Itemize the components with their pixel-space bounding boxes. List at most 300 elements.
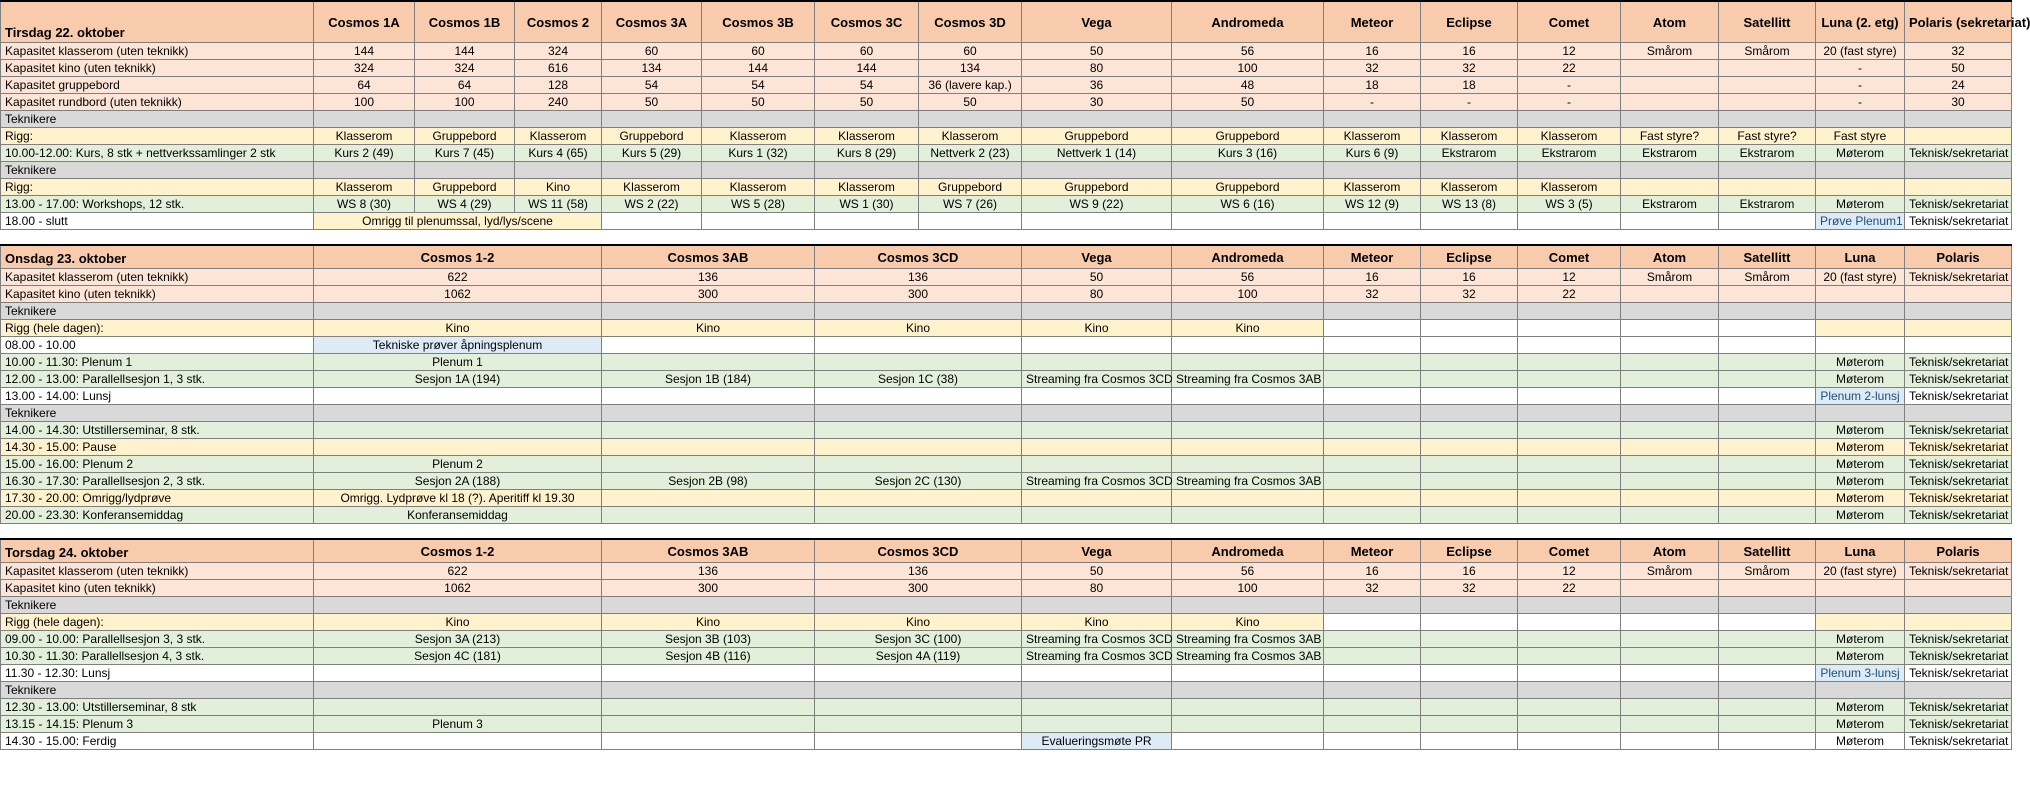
sheet-cell[interactable] [815, 111, 919, 128]
sheet-cell[interactable]: 18 [1324, 77, 1421, 94]
sheet-cell[interactable]: 80 [1022, 286, 1172, 303]
sheet-cell[interactable]: Gruppebord [415, 128, 515, 145]
sheet-cell[interactable]: 616 [515, 60, 602, 77]
sheet-cell[interactable] [1518, 716, 1621, 733]
room-header[interactable]: Atom [1621, 1, 1719, 43]
sheet-cell[interactable]: 50 [1172, 94, 1324, 111]
sheet-cell[interactable]: Sesjon 1C (38) [815, 371, 1022, 388]
sheet-cell[interactable] [602, 699, 815, 716]
sheet-cell[interactable] [1621, 631, 1719, 648]
sheet-cell[interactable] [1022, 303, 1172, 320]
row-label[interactable]: Rigg: [1, 128, 314, 145]
sheet-cell[interactable]: 18 [1421, 77, 1518, 94]
sheet-cell[interactable] [602, 682, 815, 699]
room-header[interactable]: Satellitt [1719, 245, 1816, 269]
sheet-cell[interactable]: Kurs 5 (29) [602, 145, 702, 162]
row-label[interactable]: Rigg (hele dagen): [1, 614, 314, 631]
empty-cell[interactable] [602, 524, 702, 540]
sheet-cell[interactable]: 136 [815, 269, 1022, 286]
sheet-cell[interactable]: Streaming fra Cosmos 3AB [1172, 371, 1324, 388]
sheet-cell[interactable] [1421, 665, 1518, 682]
sheet-cell[interactable] [1324, 422, 1421, 439]
sheet-cell[interactable] [1719, 699, 1816, 716]
sheet-cell[interactable] [1719, 597, 1816, 614]
sheet-cell[interactable] [1719, 60, 1816, 77]
empty-cell[interactable] [515, 524, 602, 540]
sheet-cell[interactable] [1324, 716, 1421, 733]
sheet-cell[interactable] [1421, 733, 1518, 750]
empty-cell[interactable] [815, 524, 919, 540]
sheet-cell[interactable] [1518, 614, 1621, 631]
sheet-cell[interactable] [602, 405, 815, 422]
sheet-cell[interactable] [1518, 699, 1621, 716]
sheet-cell[interactable] [1719, 682, 1816, 699]
sheet-cell[interactable] [1816, 320, 1905, 337]
room-header[interactable]: Luna (2. etg) [1816, 1, 1905, 43]
sheet-cell[interactable] [1324, 111, 1421, 128]
sheet-cell[interactable] [1324, 490, 1421, 507]
sheet-cell[interactable]: Teknisk/sekretariat [1905, 196, 2012, 213]
sheet-cell[interactable] [314, 439, 602, 456]
sheet-cell[interactable] [1905, 111, 2012, 128]
room-header[interactable]: Meteor [1324, 539, 1421, 563]
sheet-cell[interactable] [1421, 507, 1518, 524]
sheet-cell[interactable]: 136 [602, 269, 815, 286]
sheet-cell[interactable]: Smårom [1621, 563, 1719, 580]
sheet-cell[interactable] [1518, 473, 1621, 490]
sheet-cell[interactable] [1324, 162, 1421, 179]
sheet-cell[interactable] [1324, 507, 1421, 524]
sheet-cell[interactable]: 100 [1172, 580, 1324, 597]
sheet-cell[interactable]: 622 [314, 563, 602, 580]
row-label[interactable]: 13.00 - 14.00: Lunsj [1, 388, 314, 405]
sheet-cell[interactable] [1172, 456, 1324, 473]
sheet-cell[interactable]: Tekniske prøver åpningsplenum [314, 337, 602, 354]
sheet-cell[interactable] [1905, 128, 2012, 145]
sheet-cell[interactable] [1719, 733, 1816, 750]
sheet-cell[interactable] [1621, 162, 1719, 179]
sheet-cell[interactable] [1719, 179, 1816, 196]
sheet-cell[interactable] [1816, 580, 1905, 597]
sheet-cell[interactable]: 56 [1172, 43, 1324, 60]
sheet-cell[interactable]: Teknisk/sekretariat [1905, 439, 2012, 456]
sheet-cell[interactable]: Sesjon 1B (184) [602, 371, 815, 388]
sheet-cell[interactable] [1719, 94, 1816, 111]
sheet-cell[interactable] [1518, 507, 1621, 524]
sheet-cell[interactable] [1518, 388, 1621, 405]
sheet-cell[interactable] [602, 337, 815, 354]
sheet-cell[interactable]: 50 [1905, 60, 2012, 77]
sheet-cell[interactable] [1022, 337, 1172, 354]
sheet-cell[interactable] [1621, 699, 1719, 716]
sheet-cell[interactable]: 128 [515, 77, 602, 94]
row-label[interactable]: 14.00 - 14.30: Utstillerseminar, 8 stk. [1, 422, 314, 439]
row-label[interactable]: 18.00 - slutt [1, 213, 314, 230]
sheet-cell[interactable] [1816, 337, 1905, 354]
sheet-cell[interactable] [1719, 473, 1816, 490]
sheet-cell[interactable] [1719, 354, 1816, 371]
room-header[interactable]: Satellitt [1719, 1, 1816, 43]
sheet-cell[interactable] [1324, 648, 1421, 665]
sheet-cell[interactable] [1905, 597, 2012, 614]
sheet-cell[interactable]: Teknisk/sekretariat [1905, 354, 2012, 371]
sheet-cell[interactable] [815, 597, 1022, 614]
sheet-cell[interactable]: Ekstrarom [1421, 145, 1518, 162]
room-header[interactable]: Cosmos 1-2 [314, 539, 602, 563]
sheet-cell[interactable]: - [1816, 60, 1905, 77]
sheet-cell[interactable]: Streaming fra Cosmos 3CD [1022, 473, 1172, 490]
room-header[interactable]: Comet [1518, 539, 1621, 563]
sheet-cell[interactable]: Gruppebord [1172, 179, 1324, 196]
sheet-cell[interactable]: Teknisk/sekretariat [1905, 733, 2012, 750]
empty-cell[interactable] [415, 230, 515, 246]
sheet-cell[interactable] [1421, 648, 1518, 665]
sheet-cell[interactable] [1621, 371, 1719, 388]
sheet-cell[interactable] [1621, 422, 1719, 439]
sheet-cell[interactable]: 22 [1518, 60, 1621, 77]
sheet-cell[interactable] [1172, 162, 1324, 179]
sheet-cell[interactable]: 16 [1324, 563, 1421, 580]
sheet-cell[interactable]: Kurs 8 (29) [815, 145, 919, 162]
empty-cell[interactable] [602, 230, 702, 246]
room-header[interactable]: Comet [1518, 245, 1621, 269]
empty-cell[interactable] [1172, 213, 1324, 230]
sheet-cell[interactable]: Klasserom [1421, 179, 1518, 196]
sheet-cell[interactable]: Møterom [1816, 145, 1905, 162]
sheet-cell[interactable] [1621, 77, 1719, 94]
sheet-cell[interactable] [1719, 507, 1816, 524]
sheet-cell[interactable]: Plenum 3-lunsj [1816, 665, 1905, 682]
sheet-cell[interactable] [314, 303, 602, 320]
row-label[interactable]: Rigg: [1, 179, 314, 196]
row-label[interactable]: 10.30 - 11.30: Parallellsesjon 4, 3 stk. [1, 648, 314, 665]
row-label[interactable]: 12.30 - 13.00: Utstillerseminar, 8 stk [1, 699, 314, 716]
sheet-cell[interactable]: Klasserom [515, 128, 602, 145]
empty-cell[interactable] [1621, 524, 1719, 540]
row-label[interactable]: Teknikere [1, 303, 314, 320]
row-label[interactable]: 11.30 - 12.30: Lunsj [1, 665, 314, 682]
sheet-cell[interactable] [1621, 60, 1719, 77]
sheet-cell[interactable]: Kurs 4 (65) [515, 145, 602, 162]
sheet-cell[interactable]: Streaming fra Cosmos 3AB [1172, 473, 1324, 490]
sheet-cell[interactable] [1022, 597, 1172, 614]
sheet-cell[interactable] [1172, 354, 1324, 371]
sheet-cell[interactable] [1421, 162, 1518, 179]
sheet-cell[interactable] [1905, 580, 2012, 597]
sheet-cell[interactable] [1518, 490, 1621, 507]
sheet-cell[interactable] [1518, 320, 1621, 337]
sheet-cell[interactable] [314, 665, 602, 682]
sheet-cell[interactable]: 60 [919, 43, 1022, 60]
sheet-cell[interactable] [1324, 665, 1421, 682]
sheet-cell[interactable] [1621, 733, 1719, 750]
sheet-cell[interactable] [1621, 614, 1719, 631]
sheet-cell[interactable] [1905, 303, 2012, 320]
sheet-cell[interactable] [815, 716, 1022, 733]
sheet-cell[interactable] [515, 111, 602, 128]
empty-cell[interactable] [1421, 230, 1518, 246]
sheet-cell[interactable] [1905, 682, 2012, 699]
sheet-cell[interactable] [1022, 439, 1172, 456]
sheet-cell[interactable] [815, 422, 1022, 439]
sheet-cell[interactable]: WS 3 (5) [1518, 196, 1621, 213]
room-header[interactable]: Luna [1816, 539, 1905, 563]
sheet-cell[interactable]: Kino [1172, 320, 1324, 337]
sheet-cell[interactable] [1022, 507, 1172, 524]
sheet-cell[interactable] [1719, 422, 1816, 439]
sheet-cell[interactable] [1816, 286, 1905, 303]
empty-cell[interactable] [1518, 524, 1621, 540]
sheet-cell[interactable] [1172, 405, 1324, 422]
sheet-cell[interactable]: 50 [1022, 563, 1172, 580]
room-header[interactable]: Cosmos 1B [415, 1, 515, 43]
sheet-cell[interactable] [1518, 337, 1621, 354]
row-label[interactable]: 09.00 - 10.00: Parallellsesjon 3, 3 stk. [1, 631, 314, 648]
sheet-cell[interactable] [1518, 648, 1621, 665]
sheet-cell[interactable]: 80 [1022, 580, 1172, 597]
sheet-cell[interactable] [1816, 614, 1905, 631]
room-header[interactable]: Cosmos 2 [515, 1, 602, 43]
empty-cell[interactable] [1421, 524, 1518, 540]
sheet-cell[interactable]: 60 [815, 43, 919, 60]
sheet-cell[interactable]: - [1518, 94, 1621, 111]
sheet-cell[interactable]: Kino [815, 614, 1022, 631]
row-label[interactable]: Kapasitet rundbord (uten teknikk) [1, 94, 314, 111]
sheet-cell[interactable] [1324, 699, 1421, 716]
sheet-cell[interactable] [1905, 614, 2012, 631]
sheet-cell[interactable] [1621, 303, 1719, 320]
sheet-cell[interactable]: 144 [415, 43, 515, 60]
sheet-cell[interactable]: 32 [1421, 580, 1518, 597]
sheet-cell[interactable] [1518, 597, 1621, 614]
sheet-cell[interactable]: Streaming fra Cosmos 3AB [1172, 648, 1324, 665]
sheet-cell[interactable] [1324, 456, 1421, 473]
sheet-cell[interactable]: 54 [702, 77, 815, 94]
sheet-cell[interactable] [1421, 439, 1518, 456]
sheet-cell[interactable]: Gruppebord [602, 128, 702, 145]
empty-cell[interactable] [702, 524, 815, 540]
sheet-cell[interactable] [1719, 286, 1816, 303]
empty-cell[interactable] [314, 230, 415, 246]
sheet-cell[interactable]: Møterom [1816, 507, 1905, 524]
sheet-cell[interactable] [1172, 422, 1324, 439]
empty-cell[interactable] [1022, 230, 1172, 246]
room-header[interactable]: Polaris [1905, 245, 2012, 269]
sheet-cell[interactable] [815, 162, 919, 179]
sheet-cell[interactable]: Kino [1172, 614, 1324, 631]
sheet-cell[interactable]: Ekstrarom [1719, 145, 1816, 162]
sheet-cell[interactable]: Klasserom [702, 179, 815, 196]
sheet-cell[interactable] [1719, 580, 1816, 597]
sheet-cell[interactable] [1022, 422, 1172, 439]
sheet-cell[interactable]: WS 9 (22) [1022, 196, 1172, 213]
sheet-cell[interactable] [1719, 439, 1816, 456]
day-title[interactable]: Tirsdag 22. oktober [1, 1, 314, 43]
sheet-cell[interactable]: 50 [919, 94, 1022, 111]
empty-cell[interactable] [815, 213, 919, 230]
sheet-cell[interactable]: 32 [1324, 580, 1421, 597]
room-header[interactable]: Cosmos 1-2 [314, 245, 602, 269]
sheet-cell[interactable] [1621, 354, 1719, 371]
sheet-cell[interactable]: 100 [415, 94, 515, 111]
sheet-cell[interactable]: Evalueringsmøte PR [1022, 733, 1172, 750]
sheet-cell[interactable]: Sesjon 4B (116) [602, 648, 815, 665]
sheet-cell[interactable]: Klasserom [314, 179, 415, 196]
sheet-cell[interactable] [1621, 439, 1719, 456]
sheet-cell[interactable] [1421, 422, 1518, 439]
sheet-cell[interactable]: 48 [1172, 77, 1324, 94]
sheet-cell[interactable] [415, 111, 515, 128]
row-label[interactable]: Kapasitet klasserom (uten teknikk) [1, 269, 314, 286]
sheet-cell[interactable] [1816, 682, 1905, 699]
sheet-cell[interactable]: 100 [1172, 286, 1324, 303]
sheet-cell[interactable] [1816, 162, 1905, 179]
sheet-cell[interactable] [314, 388, 602, 405]
sheet-cell[interactable] [815, 337, 1022, 354]
sheet-cell[interactable] [1905, 179, 2012, 196]
sheet-cell[interactable]: 134 [602, 60, 702, 77]
sheet-cell[interactable] [1421, 111, 1518, 128]
sheet-cell[interactable] [1022, 388, 1172, 405]
sheet-cell[interactable]: Møterom [1816, 716, 1905, 733]
sheet-cell[interactable] [1324, 682, 1421, 699]
sheet-cell[interactable] [1518, 111, 1621, 128]
sheet-cell[interactable]: 134 [919, 60, 1022, 77]
sheet-cell[interactable]: Teknisk/sekretariat [1905, 716, 2012, 733]
sheet-cell[interactable]: Plenum 2 [314, 456, 602, 473]
sheet-cell[interactable] [1621, 388, 1719, 405]
empty-cell[interactable] [1324, 213, 1421, 230]
sheet-cell[interactable]: Kurs 1 (32) [702, 145, 815, 162]
sheet-cell[interactable]: 22 [1518, 286, 1621, 303]
sheet-cell[interactable] [602, 162, 702, 179]
room-header[interactable]: Eclipse [1421, 539, 1518, 563]
sheet-cell[interactable] [919, 111, 1022, 128]
sheet-cell[interactable]: 56 [1172, 269, 1324, 286]
sheet-cell[interactable]: WS 13 (8) [1421, 196, 1518, 213]
sheet-cell[interactable]: Sesjon 2C (130) [815, 473, 1022, 490]
sheet-cell[interactable]: WS 8 (30) [314, 196, 415, 213]
sheet-cell[interactable]: Sesjon 2A (188) [314, 473, 602, 490]
day-title[interactable]: Torsdag 24. oktober [1, 539, 314, 563]
sheet-cell[interactable] [1816, 597, 1905, 614]
sheet-cell[interactable] [1621, 473, 1719, 490]
sheet-cell[interactable]: Kurs 3 (16) [1172, 145, 1324, 162]
sheet-cell[interactable]: 12 [1518, 43, 1621, 60]
sheet-cell[interactable]: Teknisk/sekretariat [1905, 473, 2012, 490]
sheet-cell[interactable] [1621, 507, 1719, 524]
empty-cell[interactable] [1022, 524, 1172, 540]
sheet-cell[interactable]: Møterom [1816, 699, 1905, 716]
sheet-cell[interactable] [1172, 388, 1324, 405]
sheet-cell[interactable] [815, 354, 1022, 371]
empty-cell[interactable] [1518, 213, 1621, 230]
sheet-cell[interactable]: 144 [314, 43, 415, 60]
sheet-cell[interactable] [1022, 665, 1172, 682]
row-label[interactable]: 13.00 - 17.00: Workshops, 12 stk. [1, 196, 314, 213]
empty-cell[interactable] [1172, 230, 1324, 246]
room-header[interactable]: Comet [1518, 1, 1621, 43]
sheet-cell[interactable] [515, 162, 602, 179]
room-header[interactable]: Eclipse [1421, 1, 1518, 43]
sheet-cell[interactable] [1421, 490, 1518, 507]
sheet-cell[interactable]: 240 [515, 94, 602, 111]
sheet-cell[interactable] [1172, 716, 1324, 733]
sheet-cell[interactable]: Smårom [1621, 43, 1719, 60]
sheet-cell[interactable] [602, 422, 815, 439]
sheet-cell[interactable]: WS 1 (30) [815, 196, 919, 213]
sheet-cell[interactable] [1621, 716, 1719, 733]
room-header[interactable]: Meteor [1324, 1, 1421, 43]
sheet-cell[interactable] [602, 111, 702, 128]
sheet-cell[interactable]: 50 [602, 94, 702, 111]
sheet-cell[interactable]: Klasserom [702, 128, 815, 145]
sheet-cell[interactable]: Møterom [1816, 490, 1905, 507]
sheet-cell[interactable]: 64 [314, 77, 415, 94]
empty-cell[interactable] [1621, 213, 1719, 230]
sheet-cell[interactable]: Sesjon 3A (213) [314, 631, 602, 648]
row-label[interactable]: 14.30 - 15.00: Ferdig [1, 733, 314, 750]
sheet-cell[interactable] [602, 597, 815, 614]
sheet-cell[interactable] [1719, 111, 1816, 128]
sheet-cell[interactable]: Kino [1022, 614, 1172, 631]
sheet-cell[interactable]: 100 [1172, 60, 1324, 77]
sheet-cell[interactable] [815, 682, 1022, 699]
sheet-cell[interactable] [1621, 337, 1719, 354]
sheet-cell[interactable]: 32 [1905, 43, 2012, 60]
sheet-cell[interactable] [1324, 439, 1421, 456]
sheet-cell[interactable]: Streaming fra Cosmos 3CD [1022, 371, 1172, 388]
sheet-cell[interactable]: Kino [815, 320, 1022, 337]
sheet-cell[interactable]: 54 [815, 77, 919, 94]
sheet-cell[interactable] [1905, 405, 2012, 422]
sheet-cell[interactable] [1421, 473, 1518, 490]
empty-cell[interactable] [919, 213, 1022, 230]
sheet-cell[interactable]: 324 [314, 60, 415, 77]
sheet-cell[interactable] [1518, 303, 1621, 320]
sheet-cell[interactable] [1324, 388, 1421, 405]
row-label[interactable]: Teknikere [1, 682, 314, 699]
sheet-cell[interactable] [1421, 354, 1518, 371]
sheet-cell[interactable] [1324, 473, 1421, 490]
sheet-cell[interactable] [1172, 507, 1324, 524]
empty-cell[interactable] [314, 524, 415, 540]
sheet-cell[interactable]: 16 [1421, 563, 1518, 580]
sheet-cell[interactable] [602, 439, 815, 456]
sheet-cell[interactable] [815, 490, 1022, 507]
sheet-cell[interactable] [1324, 405, 1421, 422]
sheet-cell[interactable] [1022, 354, 1172, 371]
sheet-cell[interactable]: 30 [1022, 94, 1172, 111]
sheet-cell[interactable]: Ekstrarom [1518, 145, 1621, 162]
sheet-cell[interactable]: 50 [702, 94, 815, 111]
sheet-cell[interactable] [1621, 94, 1719, 111]
sheet-cell[interactable]: Møterom [1816, 439, 1905, 456]
sheet-cell[interactable]: 54 [602, 77, 702, 94]
sheet-cell[interactable] [1518, 162, 1621, 179]
sheet-cell[interactable] [1324, 631, 1421, 648]
sheet-cell[interactable]: Teknisk/sekretariat [1905, 422, 2012, 439]
room-header[interactable]: Satellitt [1719, 539, 1816, 563]
sheet-cell[interactable]: Sesjon 3C (100) [815, 631, 1022, 648]
sheet-cell[interactable] [815, 665, 1022, 682]
row-label[interactable]: Kapasitet gruppebord [1, 77, 314, 94]
sheet-cell[interactable] [314, 405, 602, 422]
sheet-cell[interactable]: 16 [1324, 43, 1421, 60]
sheet-cell[interactable] [1719, 456, 1816, 473]
sheet-cell[interactable]: Teknisk/sekretariat [1905, 631, 2012, 648]
sheet-cell[interactable] [1022, 699, 1172, 716]
